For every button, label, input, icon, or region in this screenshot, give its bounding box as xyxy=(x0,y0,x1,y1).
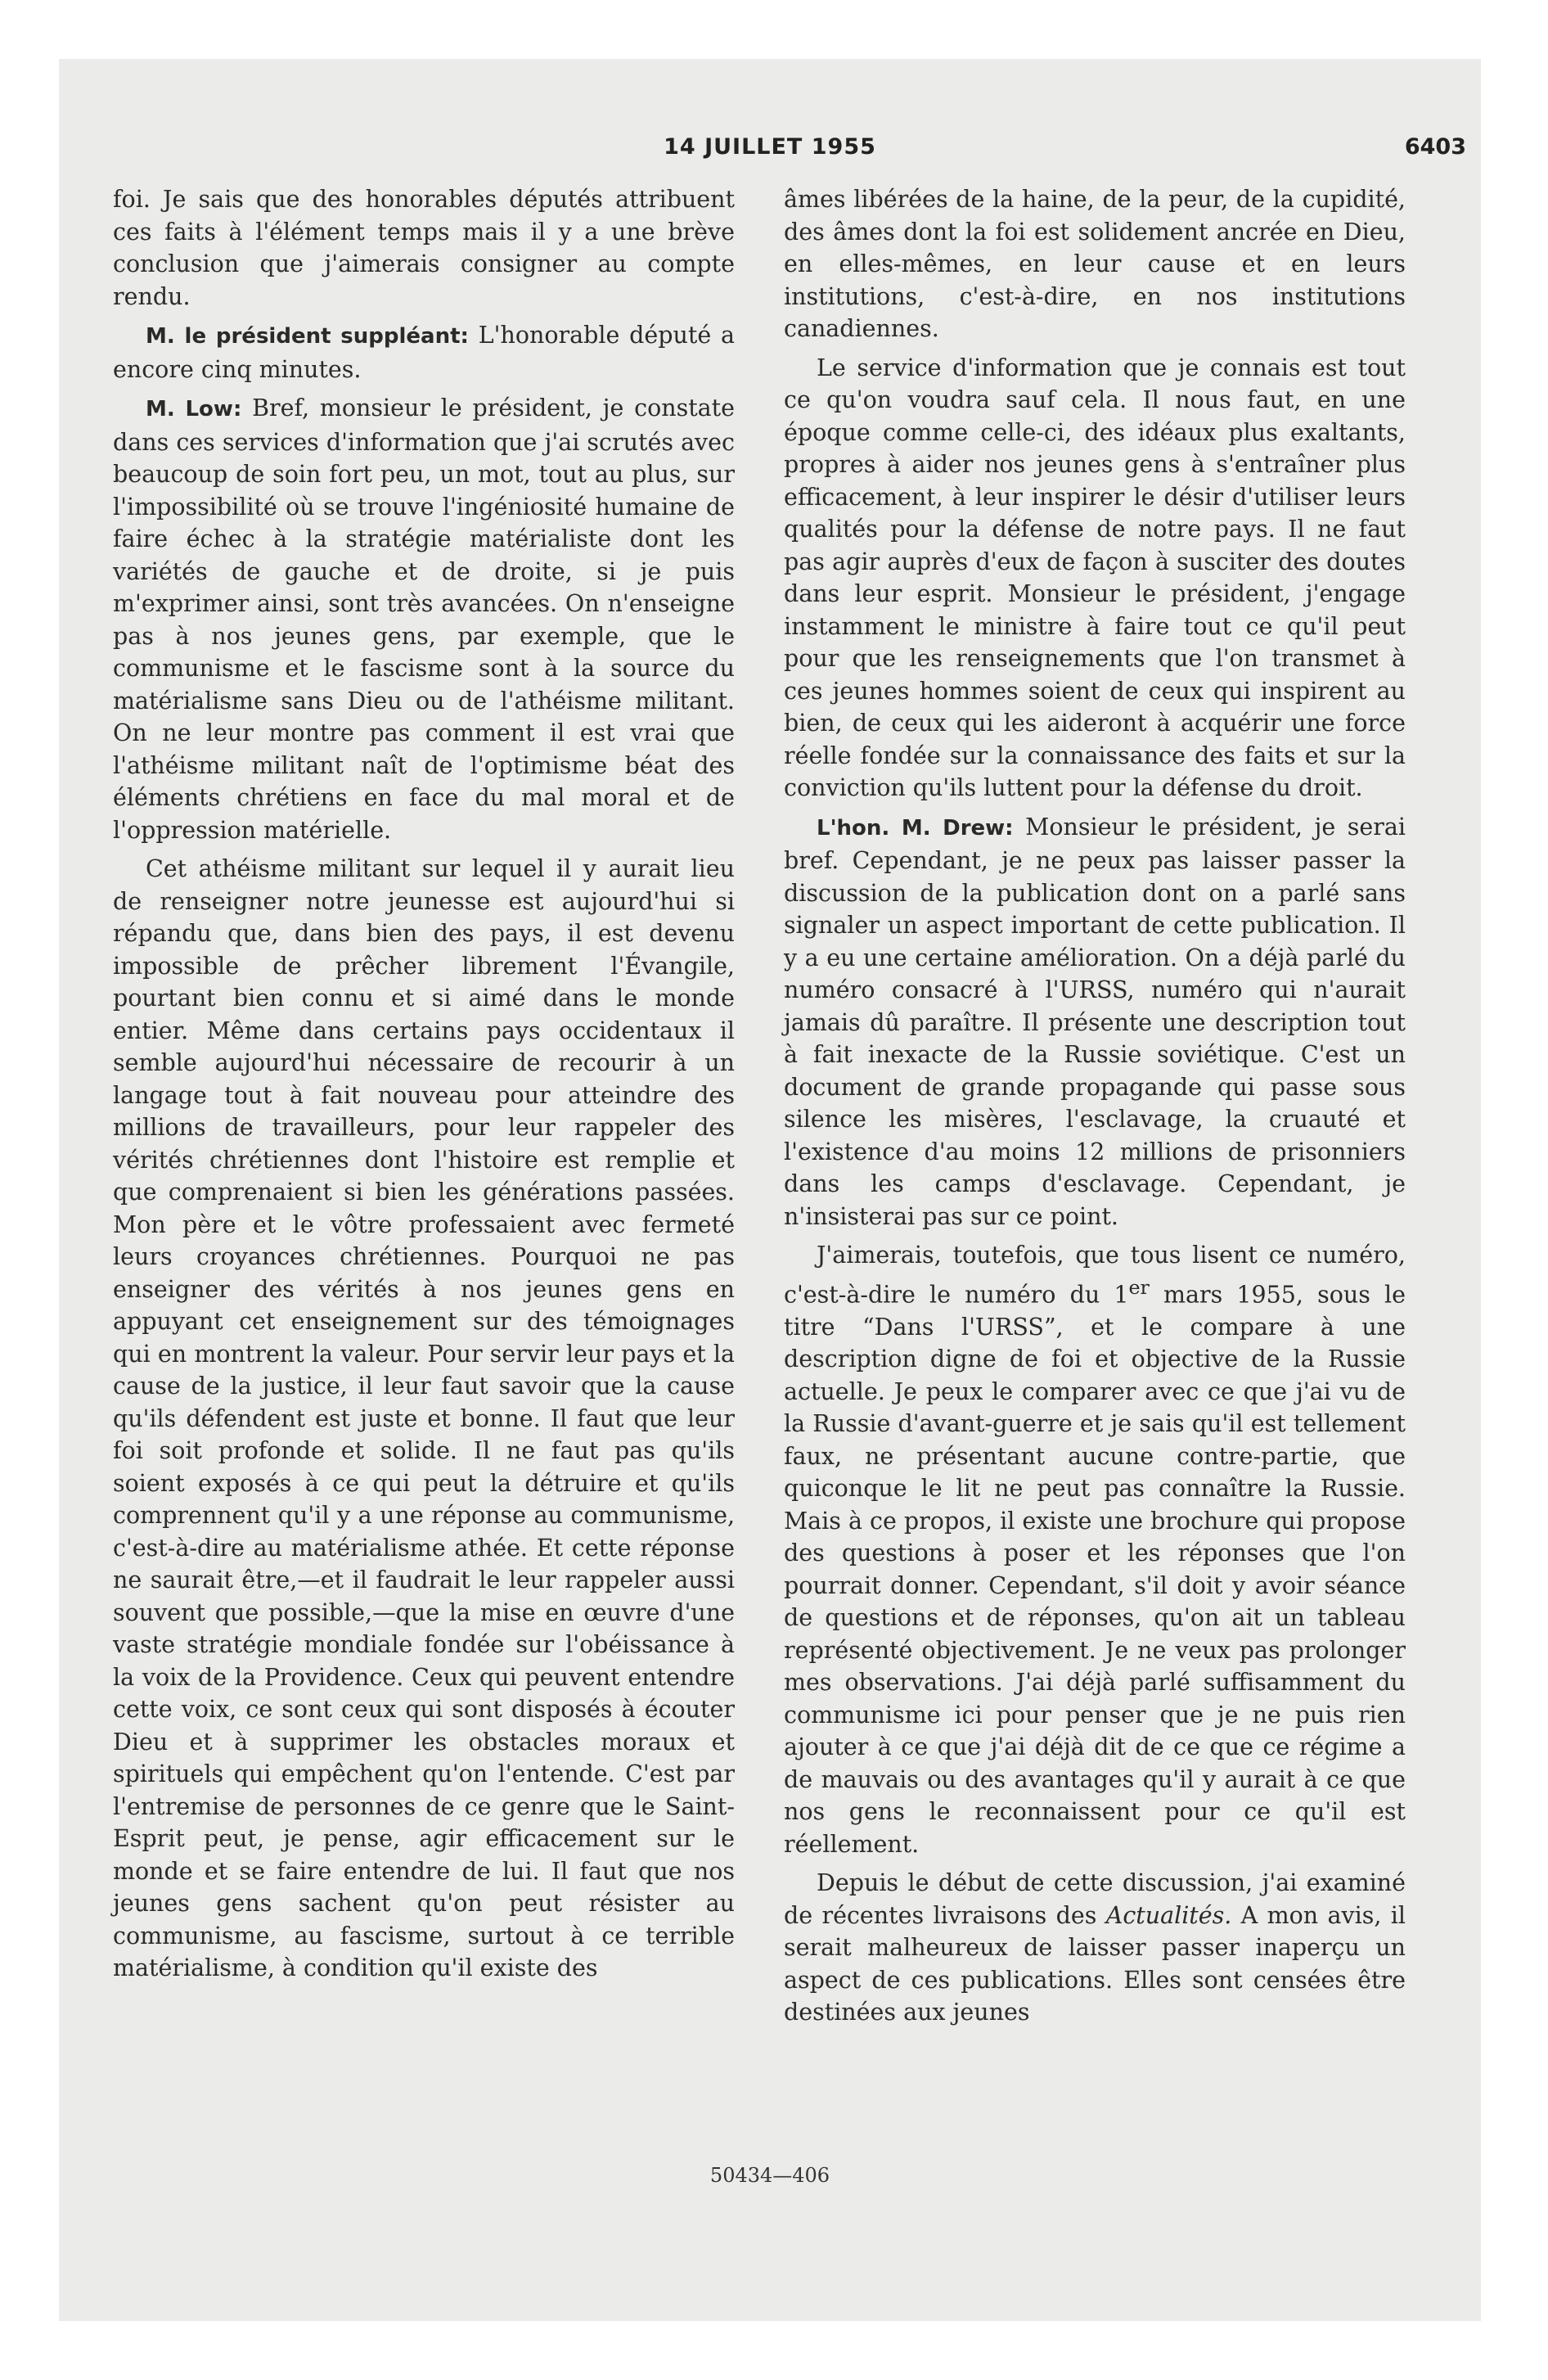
right-column xyxy=(784,183,1406,2035)
speech-text: L'honorable député a encore cinq minutes. xyxy=(113,322,735,383)
text-run: J'aimerais, toutefois, que tous lisent ce numéro, c'est-à-dire le numéro du 1 xyxy=(784,1242,1406,1308)
page-number: 6403 xyxy=(1404,134,1466,160)
publication-title: Actualités. xyxy=(1105,1901,1232,1929)
paragraph: foi. Je sais que des honorables députés attribuent ces faits à l'élément temps mais il y a une brève conclusion que j'aimerais consigner au compte rendu. xyxy=(113,186,735,310)
page-date: 14 JUILLET 1955 xyxy=(664,134,876,160)
superscript: er xyxy=(1128,1275,1150,1299)
page-header xyxy=(59,134,1481,175)
left-column xyxy=(113,183,735,1991)
paragraph xyxy=(113,319,735,385)
text-run: mars 1955, sous le titre “Dans l'URSS”, et le compare à une description digne de foi et objective de la Russie actuelle. Je peux le comparer avec ce que j'ai vu de la Russie d'avant-guerre et je sais qu'il est tellement faux, ne présentant aucune contre-partie, que quiconque le lit ne peut pas connaître la Russie. Mais à ce propos, il existe une brochure qui propose des questions à poser et les réponses que l'on pourrait donner. Cependant, s'il doit y avoir séance de questions et de réponses, qu'on ait un tableau représenté objectivement. Je ne veux pas prolonger mes observations. J'ai déjà parlé suffisamment du communisme ici pour penser que je ne puis rien ajouter à ce que j'ai déjà dit de ce que ce régime a de mauvais ou des avantages qu'il y aurait à ce que nos gens le reconnaissent pour ce qu'il est réellement. xyxy=(784,1281,1406,1858)
paragraph xyxy=(784,1239,1406,1860)
paragraph xyxy=(784,1867,1406,2029)
scanned-page xyxy=(59,59,1481,2321)
paragraph: âmes libérées de la haine, de la peur, de la cupidité, des âmes dont la foi est solidement ancrée en Dieu, en elles-mêmes, en leur cause et en leurs institutions, c'est-à-dire, en nos institutions canadiennes. xyxy=(784,186,1406,342)
paragraph: Le service d'information que je connais est tout ce qu'on voudra sauf cela. Il nous faut, en une époque comme celle-ci, des idéaux plus exaltants, propres à aider nos jeunes gens à s'entraîner plus efficacement, à leur inspirer le désir d'utiliser leurs qualités pour la défense de notre pays. Il ne faut pas agir auprès d'eux de façon à susciter des doutes dans leur esprit. Monsieur le président, j'engage instamment le ministre à faire tout ce qu'il peut pour que les renseignements que l'on transmet à ces jeunes hommes soient de ceux qui inspirent au bien, de ceux qui les aideront à acquérir une force réelle fondée sur la connaissance des faits et sur la conviction qu'ils luttent pour la défense du droit. xyxy=(784,354,1406,801)
paragraph xyxy=(784,811,1406,1233)
speaker-name: M. le président suppléant: xyxy=(146,324,469,349)
print-code: 50434—406 xyxy=(709,2164,830,2187)
paragraph xyxy=(113,392,735,846)
speaker-name: M. Low: xyxy=(146,397,242,421)
text-run: Depuis le début de cette discussion, j'ai examiné de récentes livraisons des xyxy=(784,1869,1406,1929)
paragraph: Cet athéisme militant sur lequel il y aurait lieu de renseigner notre jeunesse est aujourd'hui si répandu que, dans bien des pays, il est devenu impossible de prêcher librement l'Évangile, pourtant bien connu et si aimé dans le monde entier. Même dans certains pays occidentaux il semble aujourd'hui nécessaire de recourir à un langage tout à fait nouveau pour atteindre des millions de travailleurs, pour leur rappeler des vérités chrétiennes dont l'histoire est remplie et que comprenaient si bien les générations passées. Mon père et le vôtre professaient avec fermeté leurs croyances chrétiennes. Pourquoi ne pas enseigner des vérités à nos jeunes gens en appuyant cet enseignement sur des témoignages qui en montrent la valeur. Pour servir leur pays et la cause de la justice, il leur faut savoir que la cause qu'ils défendent est juste et bonne. Il faut que leur foi soit profonde et solide. Il ne faut pas qu'ils soient exposés à ce qui peut la détruire et qu'ils comprennent qu'il y a une réponse au communisme, c'est-à-dire au matérialisme athée. Et cette réponse ne saurait être,—et il faudrait le leur rappeler aussi souvent que possible,—que la mise en œuvre d'une vaste stratégie mondiale fondée sur l'obéissance à la voix de la Providence. Ceux qui peuvent entendre cette voix, ce sont ceux qui sont disposés à écouter Dieu et à supprimer les obstacles moraux et spirituels qui empêchent qu'on l'entende. C'est par l'entremise de personnes de ce genre que le Saint-Esprit peut, je pense, agir efficacement sur le monde et se faire entendre de lui. Il faut que nos jeunes gens sachent qu'on peut résister au communisme, au fascisme, surtout à ce terrible matérialisme, à condition qu'il existe des xyxy=(113,855,735,1981)
speech-text: Bref, monsieur le président, je constate dans ces services d'information que j'ai scrutés avec beaucoup de soin fort peu, un mot, tout au plus, sur l'impossibilité où se trouve l'ingéniosité humaine de faire échec à la stratégie matérialiste dont les variétés de gauche et de droite, si je puis m'exprimer ainsi, sont très avancées. On n'enseigne pas à nos jeunes gens, par exemple, que le communisme et le fascisme sont à la source du matérialisme sans Dieu ou de l'athéisme militant. On ne leur montre pas comment il est vrai que l'athéisme militant naît de l'optimisme béat des éléments chrétiens en face du mal moral et de l'oppression matérielle. xyxy=(113,394,735,844)
speech-text: Monsieur le président, je serai bref. Cependant, je ne peux pas laisser passer la discussion de la publication dont on a parlé sans signaler un aspect important de cette publication. Il y a eu une certaine amélioration. On a déjà parlé du numéro consacré à l'URSS, numéro qui n'aurait jamais dû paraître. Il présente une description tout à fait inexacte de la Russie soviétique. C'est un document de grande propagande qui passe sous silence les misères, l'esclavage, la cruauté et l'existence d'au moins 12 millions de prisonniers dans les camps d'esclavage. Cependant, je n'insisterai pas sur ce point. xyxy=(784,813,1406,1230)
speaker-name: L'hon. M. Drew: xyxy=(817,815,1014,841)
text-run: A mon avis, il serait malheureux de laisser passer inaperçu un aspect de ces publications. Elles sont censées être destinées aux jeunes xyxy=(784,1901,1406,2026)
